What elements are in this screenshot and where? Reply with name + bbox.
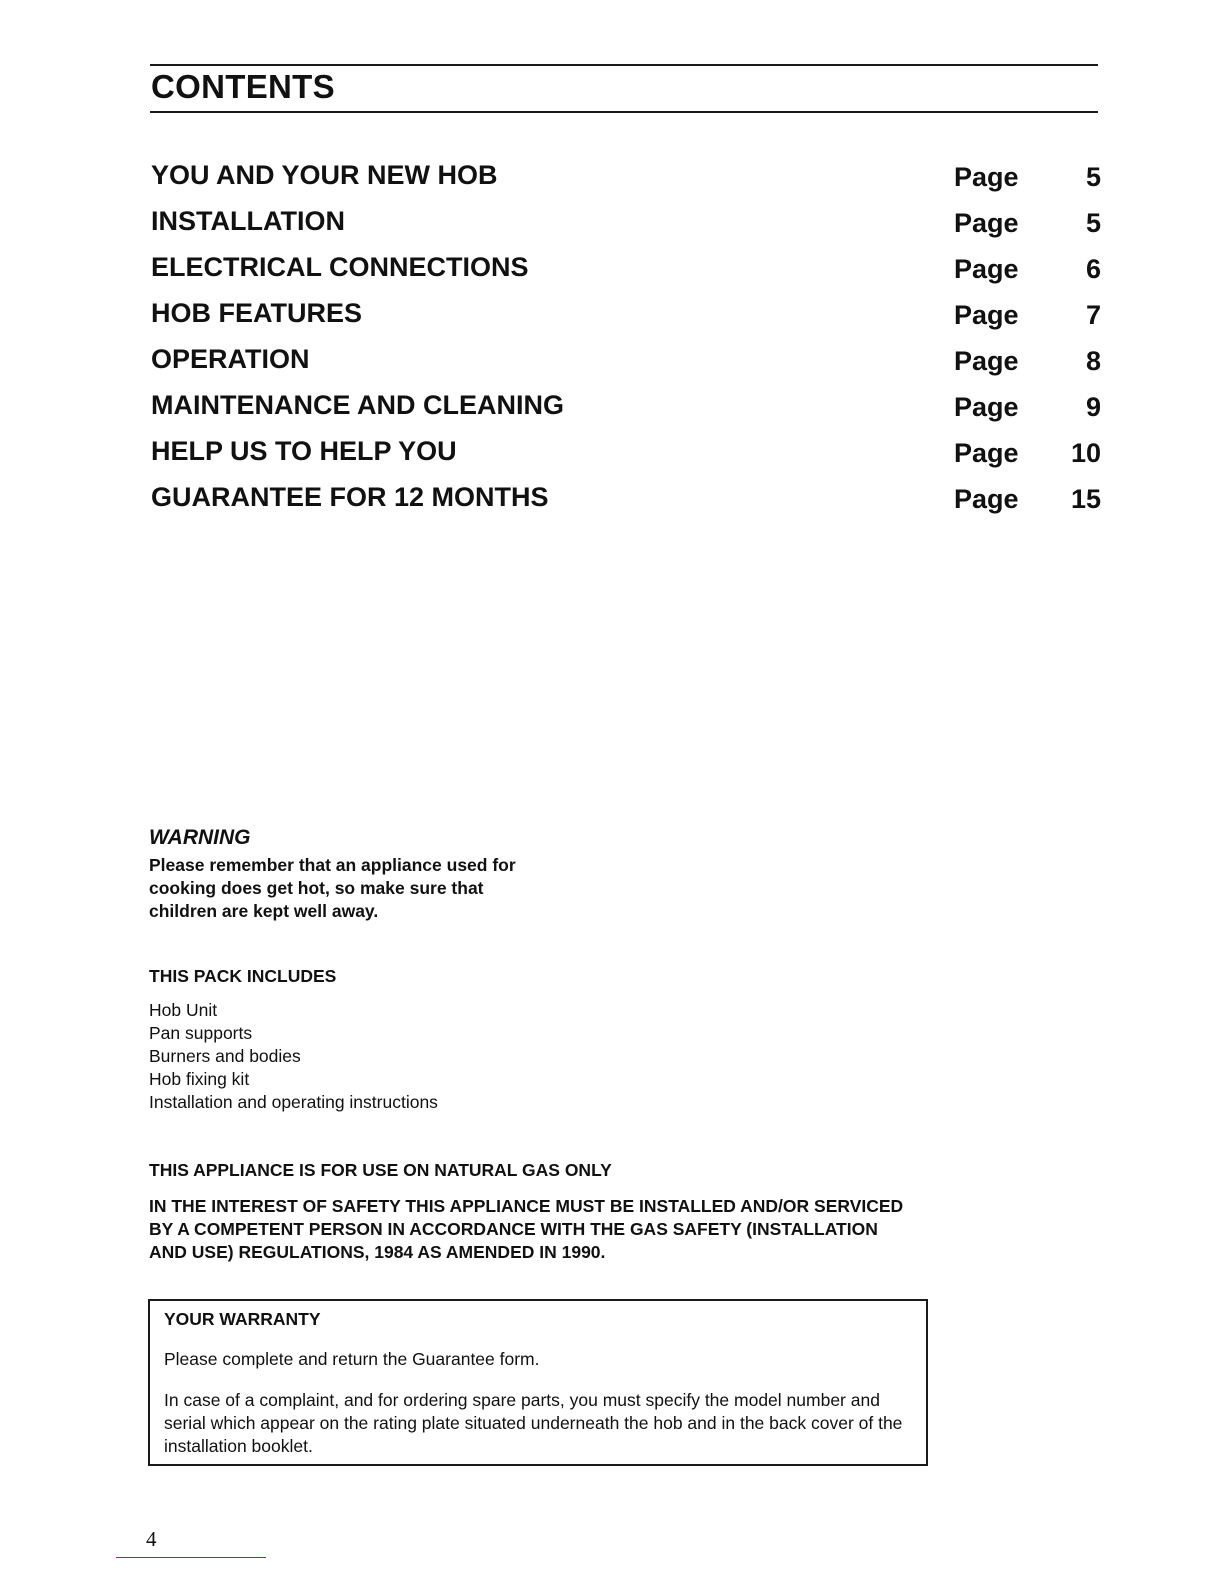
toc-row[interactable]	[151, 206, 1111, 252]
toc-row[interactable]	[151, 298, 1111, 344]
toc-entry-title: GUARANTEE FOR 12 MONTHS	[151, 482, 549, 512]
warranty-paragraph: Please complete and return the Guarantee form.	[164, 1349, 540, 1369]
table-of-contents	[151, 160, 1111, 528]
pack-title: THIS PACK INCLUDES	[149, 966, 337, 986]
toc-row[interactable]	[151, 344, 1111, 390]
toc-row[interactable]	[151, 482, 1111, 528]
pack-list	[149, 999, 438, 1114]
toc-row[interactable]	[151, 436, 1111, 482]
warning-text: Please remember that an appliance used for cooking does get hot, so make sure that children are kept well away.	[149, 855, 516, 921]
list-item: Hob Unit	[149, 1000, 218, 1020]
list-item: Installation and operating instructions	[149, 1092, 438, 1112]
toc-page-number: 15	[1070, 484, 1101, 514]
toc-row[interactable]	[151, 252, 1111, 298]
toc-row[interactable]	[151, 160, 1111, 206]
safety-notice: IN THE INTEREST OF SAFETY THIS APPLIANCE MUST BE INSTALLED AND/OR SERVICED BY A COMPETENT PERSON IN ACCORDANCE WITH THE GAS SAFETY (INSTALLATION AND USE) REGULATIONS, 1984 AS AMENDED IN 1990.	[149, 1196, 904, 1262]
footer-underline	[116, 1557, 266, 1558]
warning-title: WARNING	[149, 826, 251, 849]
list-item: Pan supports	[149, 1023, 253, 1043]
warranty-title: YOUR WARRANTY	[164, 1309, 321, 1329]
gas-notice: THIS APPLIANCE IS FOR USE ON NATURAL GAS ONLY	[149, 1160, 612, 1180]
toc-entry-title: HELP US TO HELP YOU	[151, 436, 457, 466]
contents-title: CONTENTS	[151, 68, 335, 105]
toc-entry-title: YOU AND YOUR NEW HOB	[151, 160, 498, 190]
toc-page-label: Page	[954, 438, 1019, 468]
page-number: 4	[146, 1527, 157, 1551]
toc-entry-title: HOB FEATURES	[151, 298, 363, 328]
contents-bottom-rule	[150, 111, 1098, 113]
toc-page-label: Page	[954, 300, 1019, 330]
warranty-paragraph: In case of a complaint, and for ordering spare parts, you must specify the model number and serial which appear on the rating plate situated underneath the hob and in the back cover of the installation booklet.	[164, 1390, 903, 1456]
list-item: Burners and bodies	[149, 1046, 301, 1066]
toc-page-label: Page	[954, 254, 1019, 284]
toc-entry-title: OPERATION	[151, 344, 310, 374]
toc-entry-title: ELECTRICAL CONNECTIONS	[151, 252, 529, 282]
toc-page-number: 6	[1085, 254, 1101, 284]
toc-page-label: Page	[954, 346, 1019, 376]
toc-page-label: Page	[954, 392, 1019, 422]
toc-page-number: 9	[1085, 392, 1101, 422]
toc-page-number: 7	[1085, 300, 1101, 330]
toc-page-number: 5	[1085, 208, 1101, 238]
toc-row[interactable]	[151, 390, 1111, 436]
warning-section	[149, 826, 529, 923]
list-item: Hob fixing kit	[149, 1069, 250, 1089]
toc-entry-title: MAINTENANCE AND CLEANING	[151, 390, 564, 420]
pack-contents-section	[149, 966, 438, 1114]
contents-top-rule	[150, 64, 1098, 66]
warranty-box	[148, 1299, 928, 1466]
toc-page-label: Page	[954, 208, 1019, 238]
toc-page-label: Page	[954, 484, 1019, 514]
toc-page-number: 10	[1070, 438, 1101, 468]
toc-entry-title: INSTALLATION	[151, 206, 345, 236]
toc-page-number: 8	[1085, 346, 1101, 376]
toc-page-label: Page	[954, 162, 1019, 192]
toc-page-number: 5	[1085, 162, 1101, 192]
